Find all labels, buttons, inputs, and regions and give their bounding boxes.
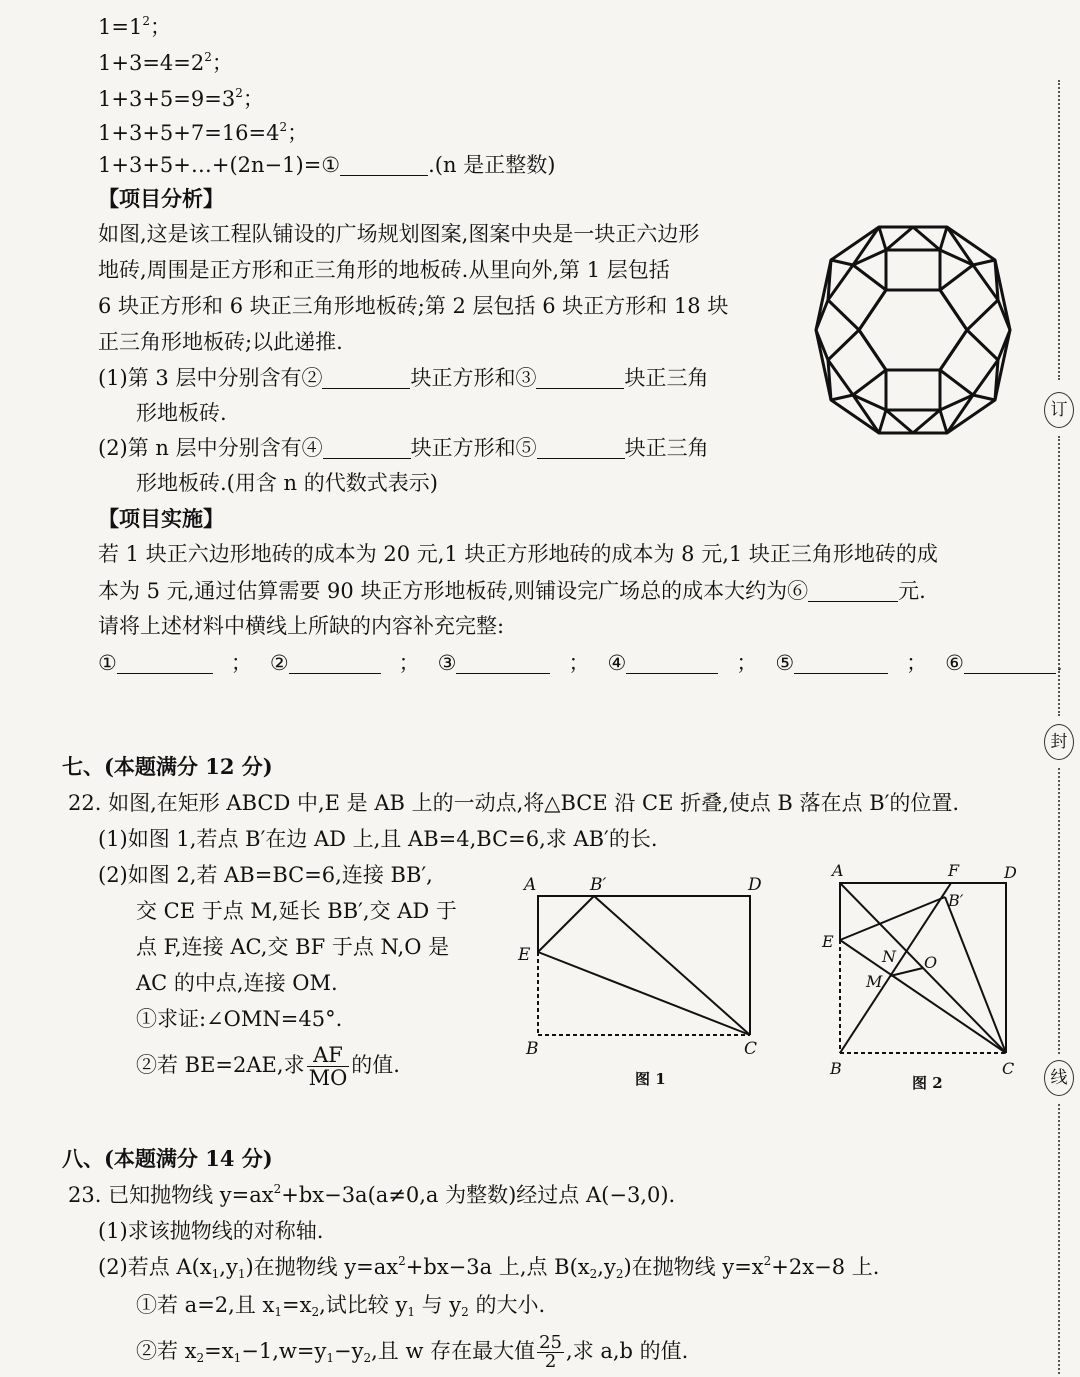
figure-1-caption: 图 1 — [635, 1070, 666, 1088]
margin-char-ding: 订 — [1044, 392, 1074, 428]
question-2-cont: 形地板砖.(用含 n 的代数式表示) — [136, 471, 438, 495]
analysis-text: 地砖,周围是正方形和正三角形的地板砖.从里向外,第 1 层包括 — [98, 258, 670, 282]
question-22-subpart-2: ②若 BE=2AE,求 $\frac{AF}{MO}$ 的值. — [136, 1043, 400, 1090]
eq-line-5: 1+3+5+…+(2n−1)=① .(n 是正整数) — [98, 153, 556, 177]
fig2-label-b-prime: B′ — [948, 891, 964, 910]
question-22: 22. 如图,在矩形 ABCD 中,E 是 AB 上的一动点,将△BCE 沿 CE 折叠,使点 B 落在点 B′的位置. — [68, 791, 960, 815]
question-22-part-2: AC 的中点,连接 OM. — [136, 971, 338, 995]
implementation-text: 若 1 块正六边形地砖的成本为 20 元,1 块正方形地砖的成本为 8 元,1 块正三角形地砖的成 — [98, 542, 938, 566]
figure-2-caption: 图 2 — [912, 1074, 943, 1092]
fig2-label-b: B — [830, 1059, 842, 1078]
margin-char-feng: 封 — [1044, 724, 1074, 760]
implementation-instruction: 请将上述材料中横线上所缺的内容补充完整: — [98, 614, 505, 638]
tiling-pattern-figure — [808, 220, 1018, 440]
fraction-25-2: $\frac{25}{2}$ — [539, 1332, 563, 1372]
figure-1 — [510, 868, 780, 1098]
fig1-label-b-prime: B′ — [590, 875, 607, 895]
fig2-label-e: E — [822, 932, 834, 951]
fig2-label-d: D — [1004, 863, 1017, 882]
answer-blanks-row: ① ； ② ； ③ ； ④ ； ⑤ ； ⑥ . — [98, 651, 1063, 675]
fraction-af-mo: $\frac{AF}{MO}$ — [308, 1043, 348, 1090]
question-22-part-1: (1)如图 1,若点 B′在边 AD 上,且 AB=4,BC=6,求 AB′的长. — [98, 827, 658, 851]
section-7-heading: 七、(本题满分 12 分) — [62, 754, 273, 779]
binding-dotted-line — [1058, 768, 1060, 1054]
fig1-label-e: E — [518, 945, 531, 965]
figure-2 — [820, 856, 1030, 1096]
fig2-label-m: M — [866, 972, 883, 991]
section-8-heading: 八、(本题满分 14 分) — [62, 1146, 273, 1171]
question-23-part-2: (2)若点 $A(x_1,y_1)$在抛物线 $y=ax^2+bx-3a$ 上,点 $B(x_2,y_2)$在抛物线 $y=x^2+2x-8$ 上. — [98, 1254, 880, 1281]
binding-dotted-line — [1058, 436, 1060, 716]
fig1-label-d: D — [748, 875, 762, 895]
question-23-subpart-1: ①若 a=2,且 $x_1=x_2$,试比较 $y_1$ 与 $y_2$ 的大小. — [136, 1293, 546, 1319]
blank-1 — [340, 153, 428, 176]
question-2-line: (2)第 n 层中分别含有④ 块正方形和⑤ 块正三角 — [98, 436, 709, 460]
fig2-label-c: C — [1002, 1059, 1015, 1078]
question-22-subpart-1: ①求证:∠OMN=45°. — [136, 1007, 343, 1031]
question-1-line: (1)第 3 层中分别含有② 块正方形和③ 块正三角 — [98, 366, 709, 390]
analysis-heading: 【项目分析】 — [98, 186, 224, 211]
binding-dotted-line — [1058, 80, 1060, 380]
question-22-part-2: 交 CE 于点 M,延长 BB′,交 AD 于 — [136, 899, 457, 923]
eq-line-1: $1=1^2$； — [98, 14, 171, 39]
eq-line-4: $1+3+5+7=16=4^2$； — [98, 120, 309, 145]
implementation-heading: 【项目实施】 — [98, 506, 224, 531]
binding-dotted-line — [1058, 1104, 1060, 1374]
question-1-cont: 形地板砖. — [136, 401, 227, 425]
eq-line-3: $1+3+5=9=3^2$； — [98, 86, 264, 111]
question-23-part-1: (1)求该抛物线的对称轴. — [98, 1219, 324, 1243]
fig1-label-b: B — [526, 1039, 539, 1059]
fig2-label-f: F — [948, 861, 960, 880]
analysis-text: 如图,这是该工程队铺设的广场规划图案,图案中央是一块正六边形 — [98, 222, 700, 246]
question-22-part-2: (2)如图 2,若 AB=BC=6,连接 BB′, — [98, 863, 433, 887]
question-23: 23. 已知抛物线 $y=ax^2+bx-3a(a\ne 0,a$ 为整数)经过点 A(−3,0). — [68, 1182, 676, 1207]
implementation-text: 本为 5 元,通过估算需要 90 块正方形地板砖,则铺设完广场总的成本大约为⑥ 元. — [98, 579, 926, 603]
fig2-label-n: N — [882, 947, 896, 966]
fig2-label-o: O — [924, 953, 938, 972]
question-22-part-2: 点 F,连接 AC,交 BF 于点 N,O 是 — [136, 935, 450, 959]
question-23-subpart-2: ②若 $x_2=x_1-1,w=y_1-y_2$,且 w 存在最大值 $\frac{25}{2}$ ,求 a,b 的值. — [136, 1332, 689, 1372]
eq-line-2: $1+3=4=2^2$； — [98, 50, 233, 75]
analysis-text: 正三角形地板砖;以此递推. — [98, 330, 343, 354]
margin-char-xian: 线 — [1044, 1060, 1074, 1096]
fig2-label-a: A — [832, 861, 844, 880]
fig1-label-a: A — [524, 875, 537, 895]
fig1-label-c: C — [744, 1039, 758, 1059]
analysis-text: 6 块正方形和 6 块正三角形地板砖;第 2 层包括 6 块正方形和 18 块 — [98, 294, 729, 318]
